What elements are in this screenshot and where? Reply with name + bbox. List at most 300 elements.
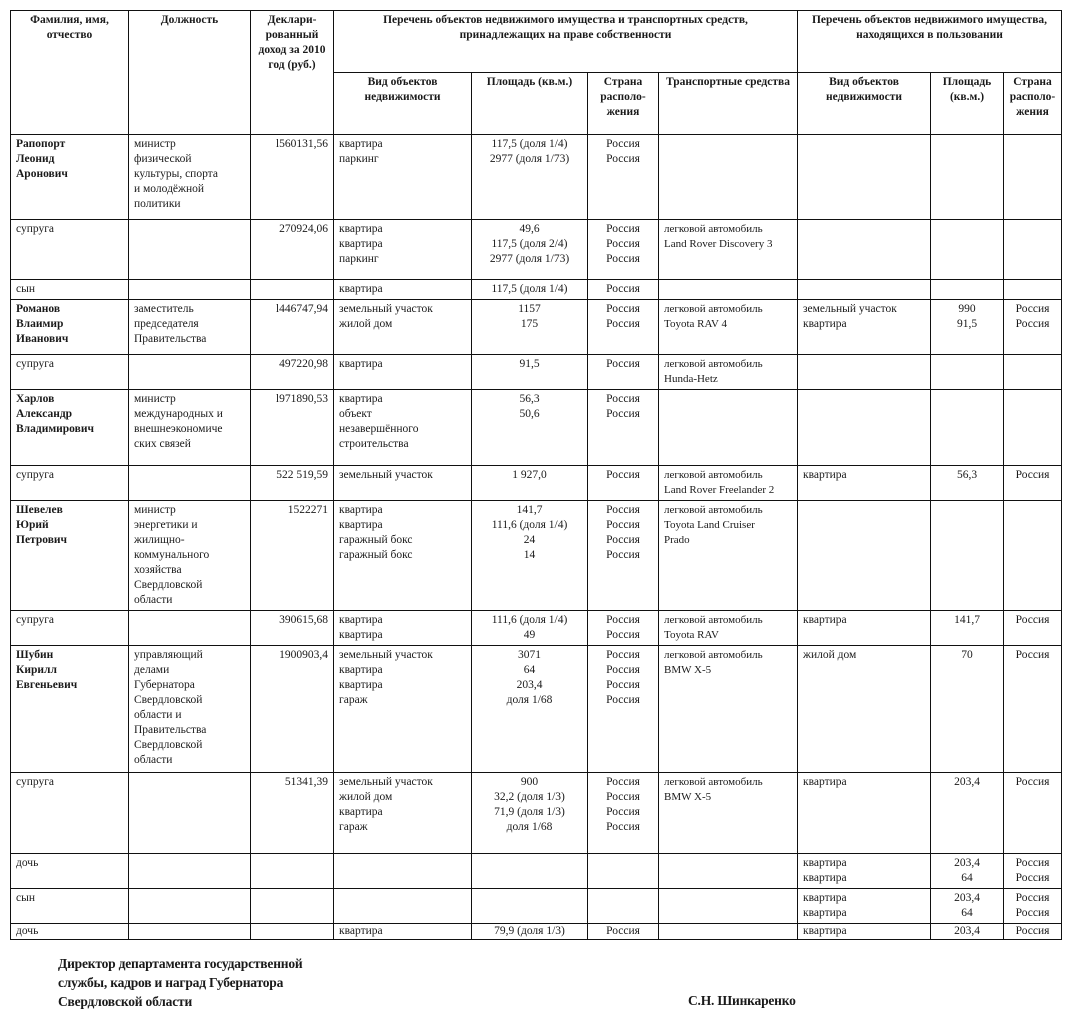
cell-position-line: управляющий: [134, 649, 203, 661]
cell-used-type-line: квартира: [803, 776, 847, 788]
cell-owned-type-line: земельный участок: [339, 303, 433, 315]
cell-used-type: [798, 854, 931, 889]
cell-fio: [11, 280, 129, 300]
cell-position-line: делами: [134, 664, 170, 676]
cell-used-area: [931, 390, 1004, 466]
table-row: [11, 854, 1062, 889]
cell-income-value: 390615,68: [279, 614, 328, 626]
cell-owned-area: [472, 220, 588, 280]
cell-position-line: председателя: [134, 318, 199, 330]
cell-owned-type-line: квартира: [339, 358, 383, 370]
header-used-area: Площадь (кв.м.): [931, 73, 1004, 135]
footer-signature: С.Н. Шинкаренко: [688, 993, 796, 1008]
cell-owned-area-line: 49: [523, 629, 536, 641]
cell-fio-line: Шубин: [16, 649, 54, 661]
cell-used-type: [798, 300, 931, 355]
cell-used-country-line: Россия: [1015, 925, 1050, 937]
cell-vehicles: [659, 924, 798, 940]
cell-owned-country-line: Россия: [606, 649, 640, 661]
cell-used-country-line: Россия: [1015, 907, 1050, 919]
cell-owned-type: [334, 355, 472, 390]
header-used-country: Страна располо-жения: [1004, 73, 1062, 135]
cell-fio-line: Александр: [16, 408, 73, 420]
cell-fio-line: супруга: [16, 358, 55, 370]
cell-vehicles-line: Toyota Land Cruiser: [664, 519, 755, 531]
cell-owned-country-line: Россия: [606, 925, 640, 937]
cell-owned-type: [334, 300, 472, 355]
cell-position-line: культуры, спорта: [134, 168, 218, 180]
cell-owned-type-line: квартира: [339, 504, 383, 516]
cell-vehicles: [659, 611, 798, 646]
cell-vehicles-line: Land Rover Freelander 2: [664, 484, 775, 496]
footer-title-line: Свердловской области: [58, 994, 193, 1009]
cell-vehicles-line: Hunda-Hetz: [664, 373, 718, 385]
footer-title-line: службы, кадров и наград Губернатора: [58, 975, 284, 990]
cell-owned-area-line: 24: [523, 534, 536, 546]
cell-position: [129, 280, 251, 300]
cell-owned-area-line: 117,5 (доля 1/4): [491, 283, 568, 295]
table-row: [11, 501, 1062, 611]
cell-used-area: [931, 889, 1004, 924]
cell-income-value: l446747,94: [275, 303, 328, 315]
cell-owned-type-line: гаражный бокс: [339, 534, 413, 546]
footer-title: [58, 954, 302, 1011]
cell-owned-type: [334, 466, 472, 501]
cell-used-country-line: Россия: [1015, 303, 1050, 315]
cell-fio-line: Харлов: [16, 393, 55, 405]
cell-owned-country: [588, 355, 659, 390]
cell-used-type-line: земельный участок: [803, 303, 897, 315]
cell-owned-type: [334, 889, 472, 924]
cell-owned-country-line: Россия: [606, 408, 640, 420]
cell-used-type-line: квартира: [803, 469, 847, 481]
cell-used-country: [1004, 924, 1062, 940]
cell-position: [129, 501, 251, 611]
cell-fio-line: Шевелев: [16, 504, 63, 516]
cell-owned-country-line: Россия: [606, 469, 640, 481]
cell-position-line: Губернатора: [134, 679, 195, 691]
cell-fio: [11, 924, 129, 940]
cell-position: [129, 854, 251, 889]
cell-owned-type-line: земельный участок: [339, 649, 433, 661]
cell-owned-type-line: квартира: [339, 238, 383, 250]
cell-owned-type-line: паркинг: [339, 253, 379, 265]
cell-used-area-line: 990: [958, 303, 976, 315]
cell-position-line: энергетики и: [134, 519, 198, 531]
cell-income: [251, 390, 334, 466]
cell-owned-area-line: 3071: [518, 649, 541, 661]
cell-used-area: [931, 300, 1004, 355]
cell-position-line: физической: [134, 153, 192, 165]
cell-owned-type-line: объект: [339, 408, 372, 420]
cell-used-type: [798, 390, 931, 466]
cell-owned-type-line: квартира: [339, 664, 383, 676]
cell-used-country-line: Россия: [1015, 649, 1050, 661]
cell-vehicles: [659, 501, 798, 611]
cell-owned-type: [334, 646, 472, 773]
header-owned-area: Площадь (кв.м.): [472, 73, 588, 135]
cell-owned-type-line: паркинг: [339, 153, 379, 165]
cell-owned-type-line: квартира: [339, 679, 383, 691]
table-row: [11, 466, 1062, 501]
cell-fio: [11, 773, 129, 854]
cell-owned-area-line: доля 1/68: [506, 694, 553, 706]
cell-position: [129, 355, 251, 390]
cell-vehicles: [659, 355, 798, 390]
cell-owned-country-line: Россия: [606, 791, 640, 803]
cell-used-country: [1004, 390, 1062, 466]
cell-owned-country: [588, 466, 659, 501]
cell-owned-type-line: квартира: [339, 393, 383, 405]
cell-used-area: [931, 135, 1004, 220]
cell-owned-area: [472, 300, 588, 355]
cell-fio-line: Петрович: [16, 534, 68, 546]
cell-position: [129, 773, 251, 854]
cell-used-type-line: квартира: [803, 614, 847, 626]
cell-vehicles-line: легковой автомобиль: [664, 776, 763, 788]
cell-income-value: 270924,06: [279, 223, 328, 235]
cell-used-area-line: 70: [961, 649, 973, 661]
cell-position: [129, 646, 251, 773]
cell-used-type: [798, 924, 931, 940]
cell-position-line: области: [134, 754, 173, 766]
cell-used-country-line: Россия: [1015, 614, 1050, 626]
cell-used-type: [798, 889, 931, 924]
cell-income-value: l560131,56: [275, 138, 328, 150]
cell-position-line: ских связей: [134, 438, 191, 450]
cell-used-area: [931, 924, 1004, 940]
cell-owned-country-line: Россия: [606, 519, 640, 531]
cell-income-value: l971890,53: [275, 393, 328, 405]
cell-owned-type-line: квартира: [339, 614, 383, 626]
cell-owned-area-line: 203,4: [516, 679, 543, 691]
cell-used-area-line: 141,7: [954, 614, 980, 626]
cell-owned-country-line: Россия: [606, 549, 640, 561]
cell-used-country: [1004, 280, 1062, 300]
cell-fio-line: Леонид: [16, 153, 55, 165]
cell-fio: [11, 466, 129, 501]
header-owned-group: Перечень объектов недвижимого имущества и транспортных средств, принадлежащих на праве собственности: [334, 11, 798, 73]
cell-owned-area-line: 117,5 (доля 2/4): [491, 238, 568, 250]
cell-used-type: [798, 135, 931, 220]
cell-income: [251, 611, 334, 646]
header-used-group: Перечень объектов недвижимого имущества, находящихся в пользовании: [798, 11, 1062, 73]
cell-owned-country-line: Россия: [606, 358, 640, 370]
cell-owned-area-line: 50,6: [519, 408, 540, 420]
cell-owned-country-line: Россия: [606, 283, 640, 295]
cell-position-line: международных и: [134, 408, 223, 420]
cell-income: [251, 773, 334, 854]
cell-owned-type-line: строительства: [339, 438, 409, 450]
cell-owned-country-line: Россия: [606, 664, 640, 676]
cell-used-area: [931, 355, 1004, 390]
cell-vehicles: [659, 300, 798, 355]
cell-owned-type: [334, 611, 472, 646]
cell-income: [251, 924, 334, 940]
cell-owned-country-line: Россия: [606, 821, 640, 833]
cell-used-area-line: 203,4: [954, 925, 980, 937]
header-used-type: Вид объектов недвижимости: [798, 73, 931, 135]
cell-position-line: жилищно-: [134, 534, 185, 546]
cell-used-type: [798, 466, 931, 501]
cell-owned-area-line: 32,2 (доля 1/3): [494, 791, 565, 803]
cell-fio: [11, 135, 129, 220]
cell-owned-country: [588, 501, 659, 611]
cell-owned-area-line: 49,6: [519, 223, 540, 235]
cell-owned-country-line: Россия: [606, 138, 640, 150]
cell-owned-type-line: квартира: [339, 925, 383, 937]
header-owned-country: Страна располо-жения: [588, 73, 659, 135]
cell-used-country: [1004, 501, 1062, 611]
cell-fio-line: супруга: [16, 469, 55, 481]
cell-owned-country-line: Россия: [606, 504, 640, 516]
cell-position: [129, 390, 251, 466]
cell-used-area-line: 91,5: [956, 318, 978, 330]
cell-used-country-line: Россия: [1015, 776, 1050, 788]
cell-fio-line: супруга: [16, 776, 55, 788]
cell-used-type-line: квартира: [803, 892, 847, 904]
cell-owned-country-line: Россия: [606, 534, 640, 546]
cell-used-area: [931, 646, 1004, 773]
cell-position: [129, 135, 251, 220]
cell-used-type-line: квартира: [803, 318, 847, 330]
header-fio: Фамилия, имя, отчество: [11, 11, 129, 135]
cell-income: [251, 466, 334, 501]
cell-fio: [11, 889, 129, 924]
cell-owned-area: [472, 854, 588, 889]
cell-owned-type-line: земельный участок: [339, 776, 433, 788]
cell-position: [129, 220, 251, 280]
cell-owned-type-line: квартира: [339, 519, 383, 531]
header-owned-type: Вид объектов недвижимости: [334, 73, 472, 135]
cell-position-line: министр: [134, 393, 176, 405]
cell-position-line: министр: [134, 504, 176, 516]
cell-owned-area: [472, 646, 588, 773]
cell-owned-area-line: доля 1/68: [506, 821, 553, 833]
cell-owned-country-line: Россия: [606, 238, 640, 250]
cell-owned-type-line: жилой дом: [339, 318, 393, 330]
cell-used-country: [1004, 466, 1062, 501]
cell-position-line: Свердловской: [134, 579, 203, 591]
cell-used-area-line: 56,3: [956, 469, 978, 481]
cell-owned-type: [334, 220, 472, 280]
cell-position-line: области: [134, 594, 173, 606]
cell-fio-line: Владимирович: [16, 423, 94, 435]
cell-owned-type: [334, 390, 472, 466]
cell-used-country: [1004, 611, 1062, 646]
declaration-rows: [11, 135, 1062, 940]
cell-owned-country: [588, 646, 659, 773]
cell-position-line: заместитель: [134, 303, 194, 315]
cell-owned-area-line: 79,9 (доля 1/3): [494, 925, 565, 937]
cell-owned-area-line: 900: [520, 776, 539, 788]
cell-used-country: [1004, 854, 1062, 889]
cell-owned-type: [334, 280, 472, 300]
cell-owned-area: [472, 501, 588, 611]
footer-title-line: Директор департамента государственной: [58, 956, 303, 971]
cell-used-type: [798, 355, 931, 390]
cell-used-country-line: Россия: [1015, 469, 1050, 481]
cell-owned-country-line: Россия: [606, 806, 640, 818]
cell-used-area-line: 64: [961, 872, 973, 884]
cell-used-type: [798, 501, 931, 611]
cell-income-value: 522 519,59: [276, 469, 328, 481]
cell-owned-area: [472, 355, 588, 390]
cell-used-area-line: 203,4: [954, 892, 980, 904]
cell-used-type-line: жилой дом: [803, 649, 857, 661]
cell-owned-type-line: жилой дом: [339, 791, 393, 803]
cell-used-type-line: квартира: [803, 857, 847, 869]
cell-owned-country-line: Россия: [606, 694, 640, 706]
cell-owned-area-line: 117,5 (доля 1/4): [491, 138, 568, 150]
cell-owned-area-line: 141,7: [516, 504, 543, 516]
cell-owned-country-line: Россия: [606, 393, 640, 405]
cell-owned-type: [334, 501, 472, 611]
cell-fio: [11, 611, 129, 646]
cell-owned-area: [472, 280, 588, 300]
cell-position: [129, 924, 251, 940]
cell-income: [251, 355, 334, 390]
cell-owned-country-line: Россия: [606, 253, 640, 265]
cell-owned-area-line: 91,5: [519, 358, 540, 370]
cell-position-line: внешнеэкономиче: [134, 423, 223, 435]
cell-used-country: [1004, 646, 1062, 773]
cell-owned-country: [588, 135, 659, 220]
table-row: [11, 611, 1062, 646]
cell-vehicles-line: Toyota RAV: [664, 629, 719, 641]
cell-income: [251, 646, 334, 773]
cell-position-line: Правительства: [134, 724, 207, 736]
cell-owned-area-line: 1157: [518, 303, 541, 315]
cell-position-line: политики: [134, 198, 181, 210]
cell-used-type-line: квартира: [803, 907, 847, 919]
cell-owned-area: [472, 924, 588, 940]
cell-owned-type: [334, 773, 472, 854]
cell-owned-type-line: квартира: [339, 629, 383, 641]
cell-used-area-line: 64: [961, 907, 973, 919]
cell-income: [251, 220, 334, 280]
cell-owned-country: [588, 773, 659, 854]
cell-fio: [11, 646, 129, 773]
cell-used-country-line: Россия: [1015, 892, 1050, 904]
cell-owned-country: [588, 924, 659, 940]
cell-fio-line: Влаимир: [16, 318, 64, 330]
cell-owned-country: [588, 390, 659, 466]
cell-income: [251, 280, 334, 300]
table-row: [11, 300, 1062, 355]
cell-owned-area-line: 175: [520, 318, 539, 330]
cell-position-line: Правительства: [134, 333, 207, 345]
cell-owned-type-line: квартира: [339, 283, 383, 295]
cell-used-area: [931, 220, 1004, 280]
cell-owned-country: [588, 300, 659, 355]
cell-used-area: [931, 466, 1004, 501]
cell-income-value: 497220,98: [279, 358, 328, 370]
cell-income: [251, 501, 334, 611]
cell-used-area-line: 203,4: [954, 857, 980, 869]
cell-used-country: [1004, 773, 1062, 854]
cell-fio-line: сын: [16, 892, 35, 904]
cell-vehicles: [659, 889, 798, 924]
cell-owned-country: [588, 280, 659, 300]
cell-owned-country-line: Россия: [606, 776, 640, 788]
cell-fio-line: Иванович: [16, 333, 69, 345]
cell-owned-type-line: квартира: [339, 223, 383, 235]
cell-owned-country-line: Россия: [606, 679, 640, 691]
cell-vehicles: [659, 854, 798, 889]
cell-fio: [11, 501, 129, 611]
table-row: [11, 773, 1062, 854]
cell-vehicles: [659, 280, 798, 300]
cell-owned-type-line: гараж: [339, 821, 368, 833]
cell-used-area: [931, 611, 1004, 646]
table-row: [11, 924, 1062, 940]
cell-vehicles-line: легковой автомобиль: [664, 649, 763, 661]
cell-owned-area-line: 2977 (доля 1/73): [489, 153, 570, 165]
cell-fio: [11, 854, 129, 889]
cell-income-value: 51341,39: [284, 776, 328, 788]
table-row: [11, 135, 1062, 220]
cell-fio: [11, 390, 129, 466]
cell-used-type: [798, 611, 931, 646]
cell-owned-type-line: земельный участок: [339, 469, 433, 481]
cell-used-country: [1004, 300, 1062, 355]
cell-used-country-line: Россия: [1015, 318, 1050, 330]
cell-owned-area: [472, 135, 588, 220]
cell-fio-line: дочь: [16, 857, 39, 869]
cell-used-country: [1004, 135, 1062, 220]
cell-used-area: [931, 773, 1004, 854]
cell-used-area: [931, 280, 1004, 300]
cell-used-type: [798, 773, 931, 854]
header-position: Должность: [129, 11, 251, 135]
cell-owned-country: [588, 889, 659, 924]
cell-owned-type-line: квартира: [339, 138, 383, 150]
cell-owned-country-line: Россия: [606, 153, 640, 165]
cell-fio-line: Аронович: [16, 168, 68, 180]
cell-vehicles-line: легковой автомобиль: [664, 614, 763, 626]
cell-position-line: коммунального: [134, 549, 210, 561]
cell-used-type: [798, 280, 931, 300]
cell-owned-area-line: 71,9 (доля 1/3): [494, 806, 565, 818]
cell-owned-type: [334, 854, 472, 889]
cell-position-line: хозяйства: [134, 564, 182, 576]
cell-owned-type-line: гаражный бокс: [339, 549, 413, 561]
cell-used-country: [1004, 889, 1062, 924]
header-income: Деклари-рованный доход за 2010 год (руб.): [251, 11, 334, 135]
header-vehicles: Транспортные средства: [659, 73, 798, 135]
cell-vehicles: [659, 646, 798, 773]
cell-owned-country: [588, 854, 659, 889]
cell-vehicles: [659, 466, 798, 501]
cell-vehicles-line: легковой автомобиль: [664, 303, 763, 315]
cell-vehicles-line: легковой автомобиль: [664, 223, 763, 235]
cell-vehicles: [659, 390, 798, 466]
cell-income: [251, 135, 334, 220]
cell-position: [129, 889, 251, 924]
cell-used-country-line: Россия: [1015, 857, 1050, 869]
table-row: [11, 280, 1062, 300]
cell-vehicles-line: BMW X-5: [664, 791, 712, 803]
cell-used-country: [1004, 355, 1062, 390]
cell-owned-area-line: 14: [523, 549, 536, 561]
cell-fio-line: сын: [16, 283, 35, 295]
table-row: [11, 889, 1062, 924]
cell-owned-area-line: 1 927,0: [512, 469, 547, 481]
cell-owned-type-line: квартира: [339, 806, 383, 818]
cell-used-country-line: Россия: [1015, 872, 1050, 884]
cell-owned-country-line: Россия: [606, 303, 640, 315]
